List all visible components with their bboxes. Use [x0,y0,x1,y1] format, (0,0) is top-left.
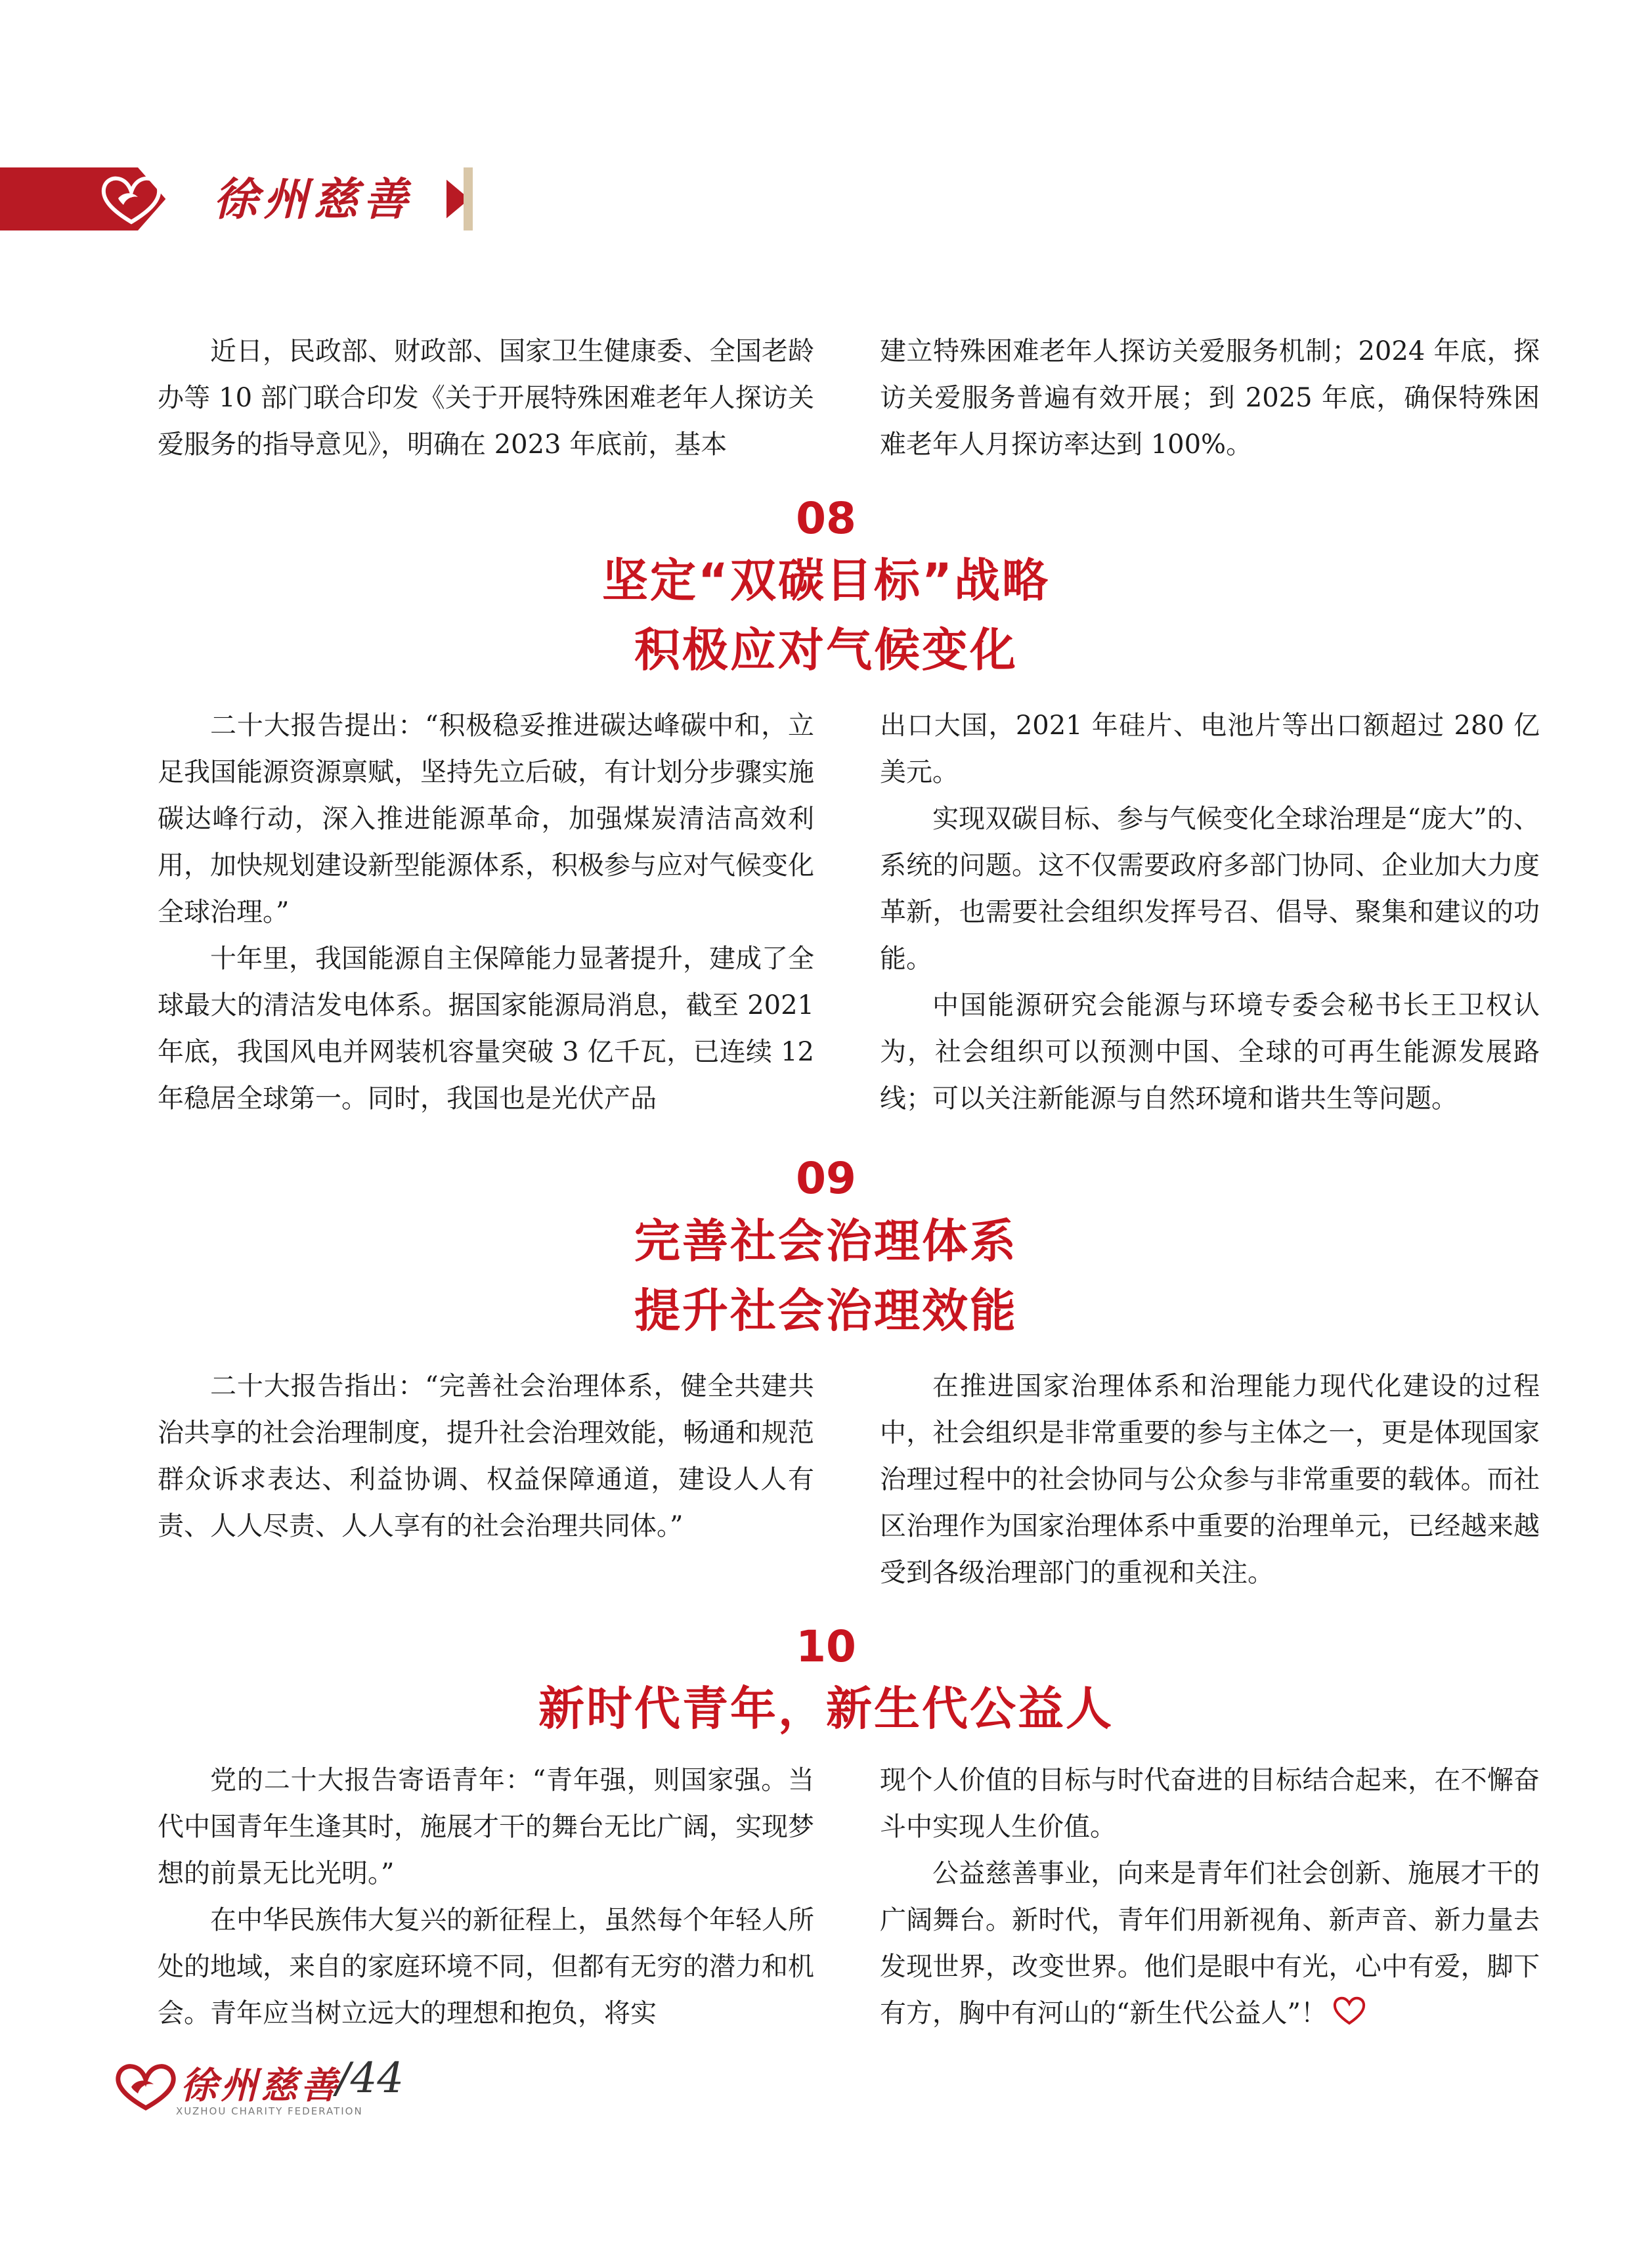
intro-right-column [880,328,1540,468]
paragraph: 建立特殊困难老年人探访关爱服务机制；2024 年底，探访关爱服务普遍有效开展；到 2025 年底，确保特殊困难老年人月探访率达到 100%。 [880,336,1540,460]
paragraph: 出口大国，2021 年硅片、电池片等出口额超过 280 亿美元。 [880,711,1540,787]
section-09-number: 09 [796,1153,856,1204]
paragraph: 二十大报告提出：“积极稳妥推进碳达峰碳中和，立足我国能源资源禀赋，坚持先立后破，有计划分步骤实施碳达峰行动，深入推进能源革命，加强煤炭清洁高效利用，加快规划建设新型能源体系，积极参与应对气候变化全球治理。” [158,711,814,927]
section-10-right-column [880,1757,1540,2037]
footer-subtitle: XUZHOU CHARITY FEDERATION [176,2105,363,2117]
section-08-left-column [158,703,814,1122]
section-08-title-line2: 积极应对气候变化 [634,623,1018,677]
section-08-number: 08 [796,493,856,544]
paragraph: 中国能源研究会能源与环境专委会秘书长王卫权认为，社会组织可以预测中国、全球的可再生能源发展路线；可以关注新能源与自然环境和谐共生等问题。 [880,990,1540,1114]
paragraph: 近日，民政部、财政部、国家卫生健康委、全国老龄办等 10 部门联合印发《关于开展特殊困难老年人探访关爱服务的指导意见》，明确在 2023 年底前，基本 [158,336,814,460]
paragraph: 十年里，我国能源自主保障能力显著提升，建成了全球最大的清洁发电体系。据国家能源局消息，截至 2021 年底，我国风电并网装机容量突破 3 亿千瓦，已连续 12 年稳居全球第一。同时，我国也是光伏产品 [158,944,814,1114]
intro-left-column [158,328,814,468]
section-09-title-line1: 完善社会治理体系 [634,1214,1018,1268]
paragraph [880,1851,1540,2037]
section-08-title-line1: 坚定“双碳目标”战略 [601,554,1050,607]
heart-outline-icon [1332,1996,1366,2026]
paragraph: 党的二十大报告寄语青年：“青年强，则国家强。当代中国青年生逢其时，施展才干的舞台无比广阔，实现梦想的前景无比光明。” [158,1765,814,1889]
section-09-right-column [880,1363,1540,1596]
charity-heart-logo-icon [98,172,164,226]
header-magazine-title: 徐州慈善 [213,173,414,226]
paragraph: 在推进国家治理体系和治理能力现代化建设的过程中，社会组织是非常重要的参与主体之一，更是体现国家治理过程中的社会协同与公众参与非常重要的载体。而社区治理作为国家治理体系中重要的治理单元，已经越来越受到各级治理部门的重视和关注。 [880,1371,1540,1588]
footer-charity-logo-icon [113,2061,179,2112]
section-09-left-column [158,1363,814,1550]
paragraph: 二十大报告指出：“完善社会治理体系，健全共建共治共享的社会治理制度，提升社会治理效能，畅通和规范群众诉求表达、利益协调、权益保障通道，建设人人有责、人人尽责、人人享有的社会治理共同体。” [158,1371,814,1541]
section-10-number: 10 [796,1621,856,1672]
section-08-right-column [880,703,1540,1122]
section-10-title: 新时代青年，新生代公益人 [538,1682,1114,1736]
footer-magazine-title: 徐州慈善 [181,2064,341,2107]
header-accent-bar [464,167,473,230]
page-number: /44 [336,2054,404,2103]
paragraph: 现个人价值的目标与时代奋进的目标结合起来，在不懈奋斗中实现人生价值。 [880,1765,1540,1842]
paragraph: 实现双碳目标、参与气候变化全球治理是“庞大”的、系统的问题。这不仅需要政府多部门协同、企业加大力度革新，也需要社会组织发挥号召、倡导、聚集和建议的功能。 [880,804,1540,974]
section-09-title-line2: 提升社会治理效能 [634,1284,1018,1338]
paragraph-text: 公益慈善事业，向来是青年们社会创新、施展才干的广阔舞台。新时代，青年们用新视角、新声音、新力量去发现世界，改变世界。他们是眼中有光，心中有爱，脚下有方，胸中有河山的“新生代公益人”！ [880,1858,1540,2028]
section-10-left-column [158,1757,814,2037]
paragraph: 在中华民族伟大复兴的新征程上，虽然每个年轻人所处的地域，来自的家庭环境不同，但都有无穷的潜力和机会。青年应当树立远大的理想和抱负，将实 [158,1905,814,2028]
